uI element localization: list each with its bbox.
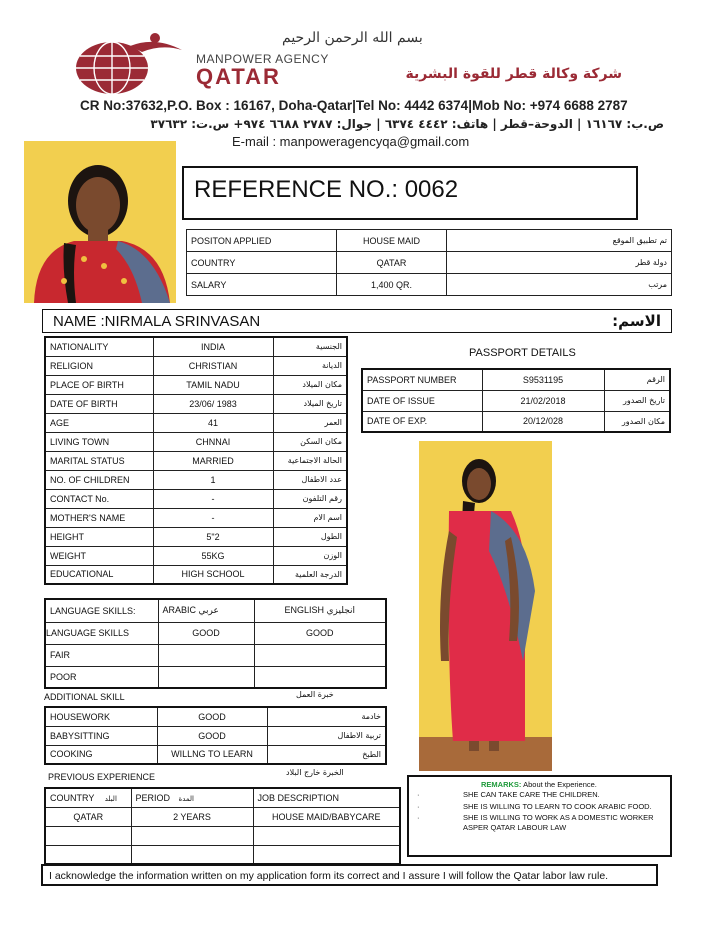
poor-label: POOR (45, 666, 158, 688)
full-body-photo (419, 441, 552, 771)
language-row-label: LANGUAGE SKILLS (45, 622, 158, 644)
exp-period (131, 845, 253, 864)
language-header-label: LANGUAGE SKILLS: (45, 599, 158, 622)
col-job-description: JOB DESCRIPTION (253, 788, 400, 807)
table-row (45, 470, 347, 489)
agency-name-qatar: QATAR (196, 64, 281, 89)
cooking-label: COOKING (45, 745, 157, 764)
babysitting-label: BABYSITTING (45, 726, 157, 745)
babysitting-label-ar: تربية الاطفال (267, 726, 386, 745)
personal-value: CHRISTIAN (153, 356, 273, 375)
table-row (45, 451, 347, 470)
expiry-date-label-ar: مكان الصدور (604, 411, 670, 432)
housework-value: GOOD (157, 707, 267, 726)
table-row (45, 546, 347, 565)
col-country-label-ar: البلد (104, 794, 117, 803)
remark-item: · SHE CAN TAKE CARE THE CHILDREN. (417, 790, 600, 799)
personal-value: 5"2 (153, 527, 273, 546)
personal-value: HIGH SCHOOL (153, 565, 273, 584)
country-value: QATAR (337, 252, 447, 274)
expiry-date-label: DATE OF EXP. (362, 411, 482, 432)
exp-country (45, 845, 131, 864)
table-row (45, 432, 347, 451)
exp-job: HOUSE MAID/BABYCARE (253, 807, 400, 826)
table-row (45, 622, 386, 644)
additional-skill-label-ar: خبرة العمل (296, 690, 334, 699)
table-row (362, 411, 670, 432)
personal-label: MOTHER'S NAME (45, 508, 153, 527)
personal-label-ar: العمر (273, 413, 347, 432)
personal-label-ar: الدرجة العلمية (273, 565, 347, 584)
position-label-ar: تم تطبيق الموقع (447, 230, 672, 252)
cooking-label-ar: الطبخ (267, 745, 386, 764)
housework-label-ar: خادمة (267, 707, 386, 726)
table-row (45, 707, 386, 726)
personal-label: RELIGION (45, 356, 153, 375)
remark-text: SHE IS WILLING TO WORK AS A DOMESTIC WORKER ASPER QATAR LABOUR LAW (463, 813, 654, 832)
table-row (362, 369, 670, 390)
housework-label: HOUSEWORK (45, 707, 157, 726)
personal-value: 1 (153, 470, 273, 489)
acknowledgement-text: I acknowledge the information written on my application form its correct and I assure I will follow the Qatar labor law rule. (49, 870, 609, 882)
col-country-label: COUNTRY (50, 792, 95, 803)
col-period (131, 788, 253, 807)
reference-box (182, 166, 638, 220)
personal-label: LIVING TOWN (45, 432, 153, 451)
poor-arabic (158, 666, 254, 688)
personal-label-ar: الطول (273, 527, 347, 546)
passport-title: PASSPORT DETAILS (469, 347, 576, 359)
email: E-mail : manpoweragencyqa@gmail.com (232, 134, 470, 149)
personal-label-ar: عدد الاطفال (273, 470, 347, 489)
personal-value: 23/06/ 1983 (153, 394, 273, 413)
table-row (45, 845, 400, 864)
position-label: POSITON APPLIED (187, 230, 337, 252)
exp-job (253, 826, 400, 845)
country-label: COUNTRY (187, 252, 337, 274)
personal-details-table (44, 336, 348, 585)
table-row (45, 788, 400, 807)
name-label-ar: الاسم: (612, 312, 661, 330)
table-row (45, 745, 386, 764)
personal-value: 55KG (153, 546, 273, 565)
personal-label-ar: تاريخ الميلاد (273, 394, 347, 413)
passport-number-label-ar: الرقم (604, 369, 670, 390)
personal-label: DATE OF BIRTH (45, 394, 153, 413)
personal-value: - (153, 508, 273, 527)
exp-period: 2 YEARS (131, 807, 253, 826)
name-bar (42, 309, 672, 333)
personal-label: PLACE OF BIRTH (45, 375, 153, 394)
table-row (45, 489, 347, 508)
col-period-label: PERIOD (135, 792, 171, 803)
personal-value: INDIA (153, 337, 273, 356)
position-value: HOUSE MAID (337, 230, 447, 252)
col-period-label-ar: المدة (178, 794, 194, 803)
exp-country (45, 826, 131, 845)
exp-country: QATAR (45, 807, 131, 826)
personal-value: - (153, 489, 273, 508)
previous-experience-label-ar: الخبرة خارج البلاد (286, 768, 344, 777)
experience-table (44, 787, 401, 865)
additional-skill-table (44, 706, 387, 765)
passport-number-label: PASSPORT NUMBER (362, 369, 482, 390)
position-table (186, 229, 672, 296)
remark-item: · SHE IS WILLING TO WORK AS A DOMESTIC WORKER ASPER QATAR LABOUR LAW (417, 813, 669, 832)
passport-number-value: S9531195 (482, 369, 604, 390)
fair-arabic (158, 644, 254, 666)
personal-value: MARRIED (153, 451, 273, 470)
personal-label: CONTACT No. (45, 489, 153, 508)
table-row (45, 394, 347, 413)
previous-experience-label: PREVIOUS EXPERIENCE (48, 772, 156, 782)
table-row (45, 508, 347, 527)
issue-date-label-ar: تاريخ الصدور (604, 390, 670, 411)
table-row (45, 565, 347, 584)
table-row (362, 390, 670, 411)
english-header: ENGLISH انجليزي (254, 599, 386, 622)
arabic-level: GOOD (158, 622, 254, 644)
arabic-header: ARABIC عربي (158, 599, 254, 622)
remark-item: · SHE IS WILLING TO LEARN TO COOK ARABIC FOOD. (417, 801, 652, 811)
table-row (45, 413, 347, 432)
salary-value: 1,400 QR. (337, 274, 447, 296)
personal-value: CHNNAI (153, 432, 273, 451)
candidate-name: NAME :NIRMALA SRINVASAN (53, 313, 261, 330)
personal-label: MARITAL STATUS (45, 451, 153, 470)
fair-label: FAIR (45, 644, 158, 666)
table-row (45, 726, 386, 745)
personal-label-ar: مكان السكن (273, 432, 347, 451)
personal-label: HEIGHT (45, 527, 153, 546)
personal-label-ar: الديانة (273, 356, 347, 375)
table-row (45, 644, 386, 666)
issue-date-label: DATE OF ISSUE (362, 390, 482, 411)
portrait-photo (24, 141, 176, 303)
passport-table (361, 368, 671, 433)
table-row (45, 375, 347, 394)
table-row (45, 807, 400, 826)
language-table (44, 598, 387, 689)
personal-value: 41 (153, 413, 273, 432)
table-row (45, 826, 400, 845)
remarks-label: REMARKS: (481, 780, 522, 789)
salary-label-ar: مرتب (447, 274, 672, 296)
remarks-box (407, 775, 672, 857)
country-label-ar: دولة قطر (447, 252, 672, 274)
agency-logo (70, 28, 188, 98)
table-row (187, 252, 672, 274)
personal-label-ar: اسم الام (273, 508, 347, 527)
remarks-heading (481, 780, 597, 789)
personal-label: EDUCATIONAL (45, 565, 153, 584)
exp-job (253, 845, 400, 864)
col-country (45, 788, 131, 807)
personal-label-ar: الجنسية (273, 337, 347, 356)
poor-english (254, 666, 386, 688)
table-row (45, 527, 347, 546)
babysitting-value: GOOD (157, 726, 267, 745)
additional-skill-label: ADDITIONAL SKILL (44, 692, 125, 702)
salary-label: SALARY (187, 274, 337, 296)
table-row (45, 356, 347, 375)
personal-label: NATIONALITY (45, 337, 153, 356)
table-row (45, 599, 386, 622)
personal-label-ar: رقم التلفون (273, 489, 347, 508)
english-level: GOOD (254, 622, 386, 644)
agency-name-ar: شركة وكالة قطر للقوة البشرية (405, 66, 622, 82)
personal-label-ar: الوزن (273, 546, 347, 565)
expiry-date-value: 20/12/028 (482, 411, 604, 432)
reference-number: REFERENCE NO.: 0062 (194, 176, 459, 203)
table-row (45, 666, 386, 688)
personal-label-ar: مكان الميلاد (273, 375, 347, 394)
cooking-value: WILLNG TO LEARN (157, 745, 267, 764)
fair-english (254, 644, 386, 666)
agency-name-en: MANPOWER AGENCY (196, 52, 329, 66)
table-row (187, 230, 672, 252)
basmala: بسم الله الرحمن الرحيم (282, 30, 423, 46)
personal-label: NO. OF CHILDREN (45, 470, 153, 489)
remarks-intro: About the Experience. (523, 780, 597, 789)
remark-text: SHE CAN TAKE CARE THE CHILDREN. (463, 790, 600, 799)
table-row (187, 274, 672, 296)
contact-line-ar: ص.ب: ١٦١٦٧ | الدوحة–قطر | هاتف: ٤٤٤٢ ٦٣٧٤ | جوال: ٢٧٨٧ ٦٦٨٨ ٩٧٤+ س.ت: ٣٧٦٣٢ (150, 117, 664, 131)
personal-label-ar: الحالة الاجتماعية (273, 451, 347, 470)
personal-label: WEIGHT (45, 546, 153, 565)
table-row (45, 337, 347, 356)
remark-text: SHE IS WILLING TO LEARN TO COOK ARABIC FOOD. (463, 801, 652, 811)
issue-date-value: 21/02/2018 (482, 390, 604, 411)
personal-value: TAMIL NADU (153, 375, 273, 394)
exp-period (131, 826, 253, 845)
contact-line: CR No:37632,P.O. Box : 16167, Doha-Qatar|Tel No: 4442 6374|Mob No: +974 6688 2787 (80, 98, 628, 113)
remarks-list (417, 790, 669, 832)
acknowledgement-box (41, 864, 658, 886)
personal-label: AGE (45, 413, 153, 432)
